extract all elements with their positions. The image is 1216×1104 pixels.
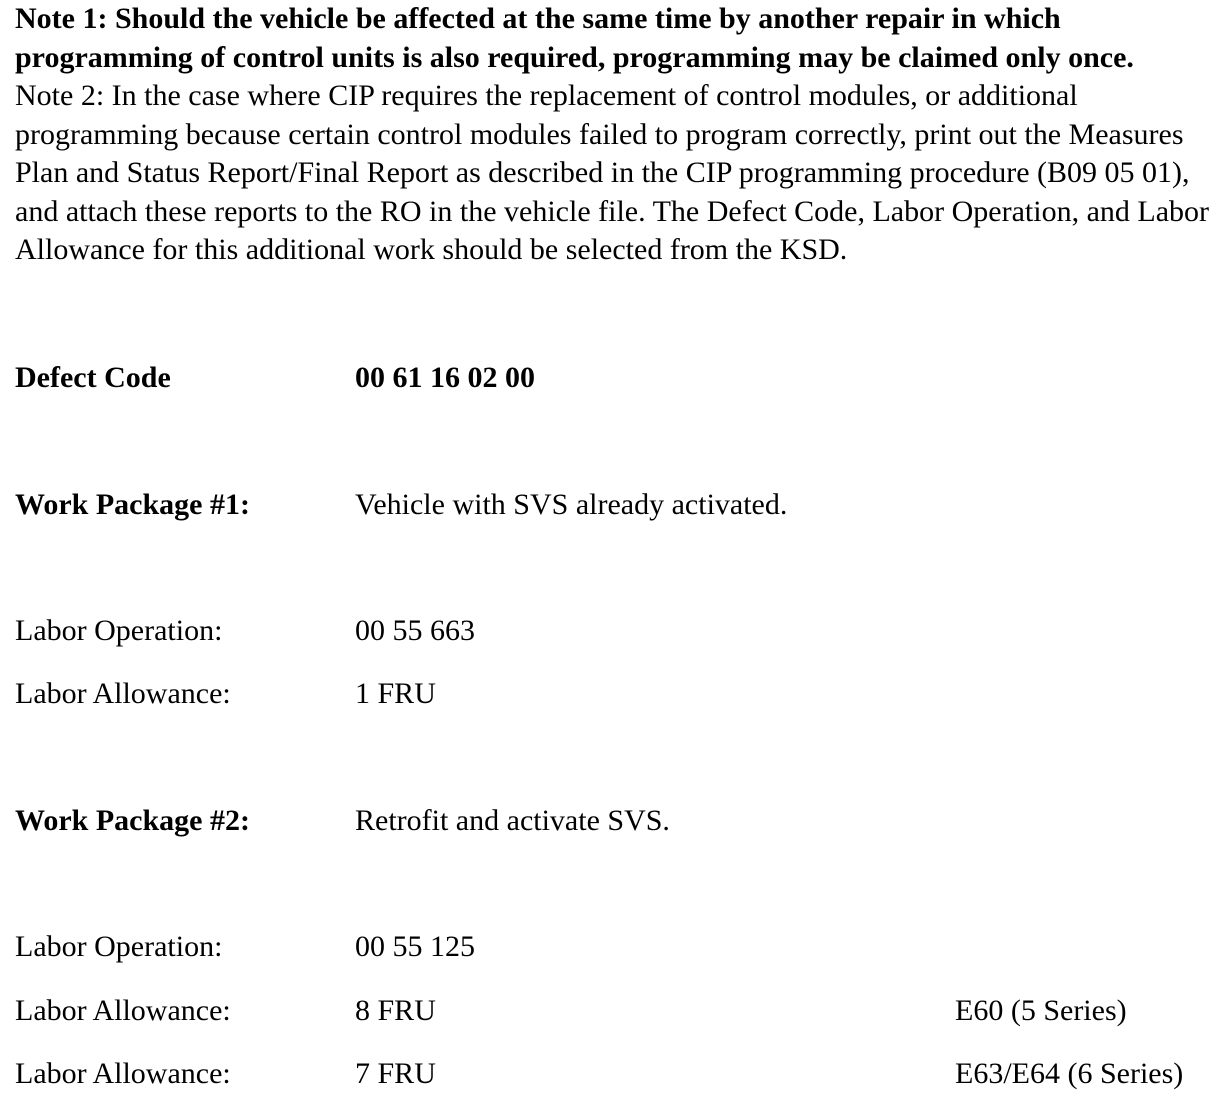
note-2: Note 2: In the case where CIP requires the replacement of control modules, or additional programming because certain control modules failed to program correctly, print out the Measures Plan and Status Report/Final Report as described in the CIP programming procedure (B09 05 01), and attach these reports to the RO in the vehicle file. The Defect Code, Labor Operation, and Labor Allowance for this additional work should be selected from the KSD.	[15, 79, 1210, 266]
document-body	[15, 0, 1211, 270]
labor-operation-label: Labor Operation:	[15, 614, 223, 647]
defect-code-value: 00 61 16 02 00	[355, 361, 535, 394]
labor-operation-label: Labor Operation:	[15, 930, 223, 963]
note-1: Note 1: Should the vehicle be affected at the same time by another repair in which programming of control units is also required, programming may be claimed only once.	[15, 2, 1134, 74]
work-package-1-description: Vehicle with SVS already activated.	[355, 488, 788, 521]
labor-allowance-label: Labor Allowance:	[15, 677, 231, 710]
vehicle-model: E60 (5 Series)	[955, 994, 1127, 1027]
work-package-2-labor-allowance-row-e63	[15, 1054, 1211, 1094]
labor-operation-value: 00 55 663	[355, 614, 475, 647]
labor-allowance-value: 1 FRU	[355, 677, 436, 710]
labor-allowance-label: Labor Allowance:	[15, 994, 231, 1027]
labor-allowance-label: Labor Allowance:	[15, 1057, 231, 1090]
work-package-2-row	[15, 801, 1211, 841]
defect-code-row	[15, 358, 1211, 398]
work-package-2-label: Work Package #2:	[15, 804, 250, 837]
vehicle-model: E63/E64 (6 Series)	[955, 1057, 1184, 1090]
work-package-1-row	[15, 485, 1211, 525]
work-package-2-description: Retrofit and activate SVS.	[355, 804, 670, 837]
work-package-1-labor-allowance-row	[15, 674, 1211, 714]
work-package-1-label: Work Package #1:	[15, 488, 250, 521]
labor-allowance-value: 8 FRU	[355, 994, 436, 1027]
work-package-2-labor-allowance-row-e60	[15, 991, 1211, 1031]
labor-operation-value: 00 55 125	[355, 930, 475, 963]
work-package-2-labor-operation-row	[15, 927, 1211, 967]
work-package-1-labor-operation-row	[15, 611, 1211, 651]
defect-code-label: Defect Code	[15, 361, 171, 394]
labor-allowance-value: 7 FRU	[355, 1057, 436, 1090]
